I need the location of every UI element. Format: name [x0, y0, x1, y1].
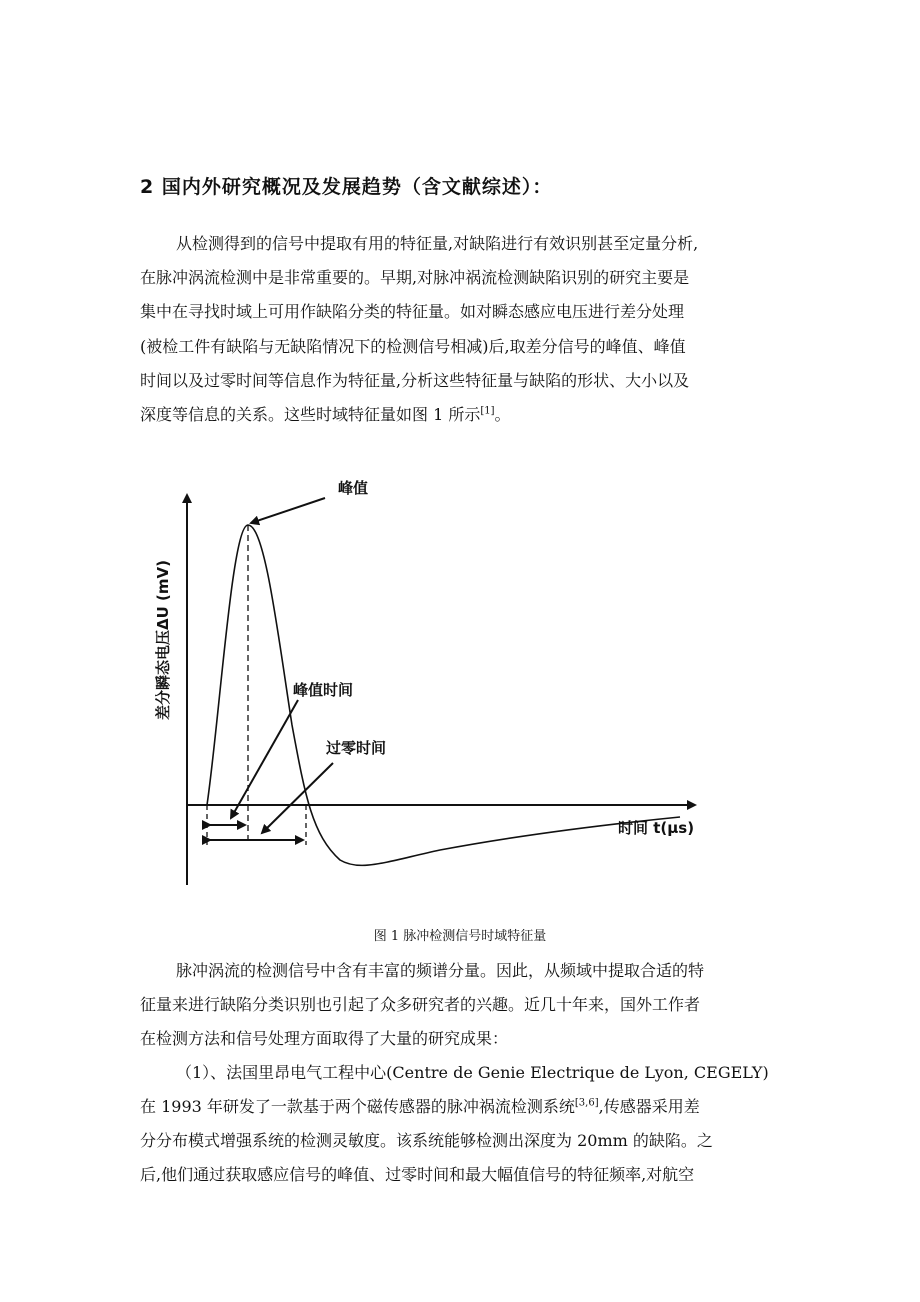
text-line [140, 1094, 700, 1117]
figure-1 [140, 465, 720, 895]
text-line: 从检测得到的信号中提取有用的特征量,对缺陷进行有效识别甚至定量分析, [176, 234, 699, 253]
text-segment: 在 1993 年研发了一款基于两个磁传感器的脉冲祸流检测系统 [140, 1097, 575, 1116]
text-line: 脉冲涡流的检测信号中含有丰富的频谱分量。因此，从频域中提取合适的特 [176, 961, 705, 980]
y-axis-label: 差分瞬态电压ΔU (mV) [154, 560, 172, 720]
text-segment: 。 [494, 405, 511, 424]
text-segment: ,传感器采用差 [598, 1097, 700, 1116]
zero-cross-label: 过零时间 [326, 739, 387, 757]
text-line: 集中在寻找时域上可用作缺陷分类的特征量。如对瞬态感应电压进行差分处理 [140, 302, 685, 321]
peak-label: 峰值 [338, 479, 369, 497]
text-line: （1）、法国里昂电气工程中心(Centre de Genie Electrique de Lyon, CEGELY) [176, 1063, 769, 1082]
peak-pointer [251, 498, 325, 523]
signal-curve [207, 525, 680, 865]
citation-ref: [1] [480, 405, 495, 417]
zero-cross-pointer [262, 763, 333, 833]
text-line [140, 402, 511, 425]
peak-time-pointer [231, 700, 298, 818]
citation-ref: [3,6] [574, 1097, 599, 1109]
text-line: (被检工件有缺陷与无缺陷情况下的检测信号相减)后,取差分信号的峰值、峰值 [140, 337, 686, 356]
text-line: 后,他们通过获取感应信号的峰值、过零时间和最大幅值信号的特征频率,对航空 [140, 1165, 695, 1184]
text-line: 在脉冲涡流检测中是非常重要的。早期,对脉冲祸流检测缺陷识别的研究主要是 [140, 268, 690, 287]
peak-time-label: 峰值时间 [293, 681, 354, 699]
figure-caption: 图 1 脉冲检测信号时域特征量 [373, 929, 547, 944]
text-line: 征量来进行缺陷分类识别也引起了众多研究者的兴趣。近几十年来，国外工作者 [140, 995, 701, 1014]
text-line: 分分布模式增强系统的检测灵敏度。该系统能够检测出深度为 20mm 的缺陷。之 [140, 1131, 713, 1150]
text-segment: 深度等信息的关系。这些时域特征量如图 1 所示 [140, 405, 481, 424]
x-axis-label: 时间 t(μs) [618, 819, 695, 837]
text-line: 时间以及过零时间等信息作为特征量,分析这些特征量与缺陷的形状、大小以及 [140, 371, 690, 390]
text-line: 在检测方法和信号处理方面取得了大量的研究成果： [140, 1029, 509, 1048]
section-heading: 2 国内外研究概况及发展趋势（含文献综述）： [140, 176, 553, 198]
